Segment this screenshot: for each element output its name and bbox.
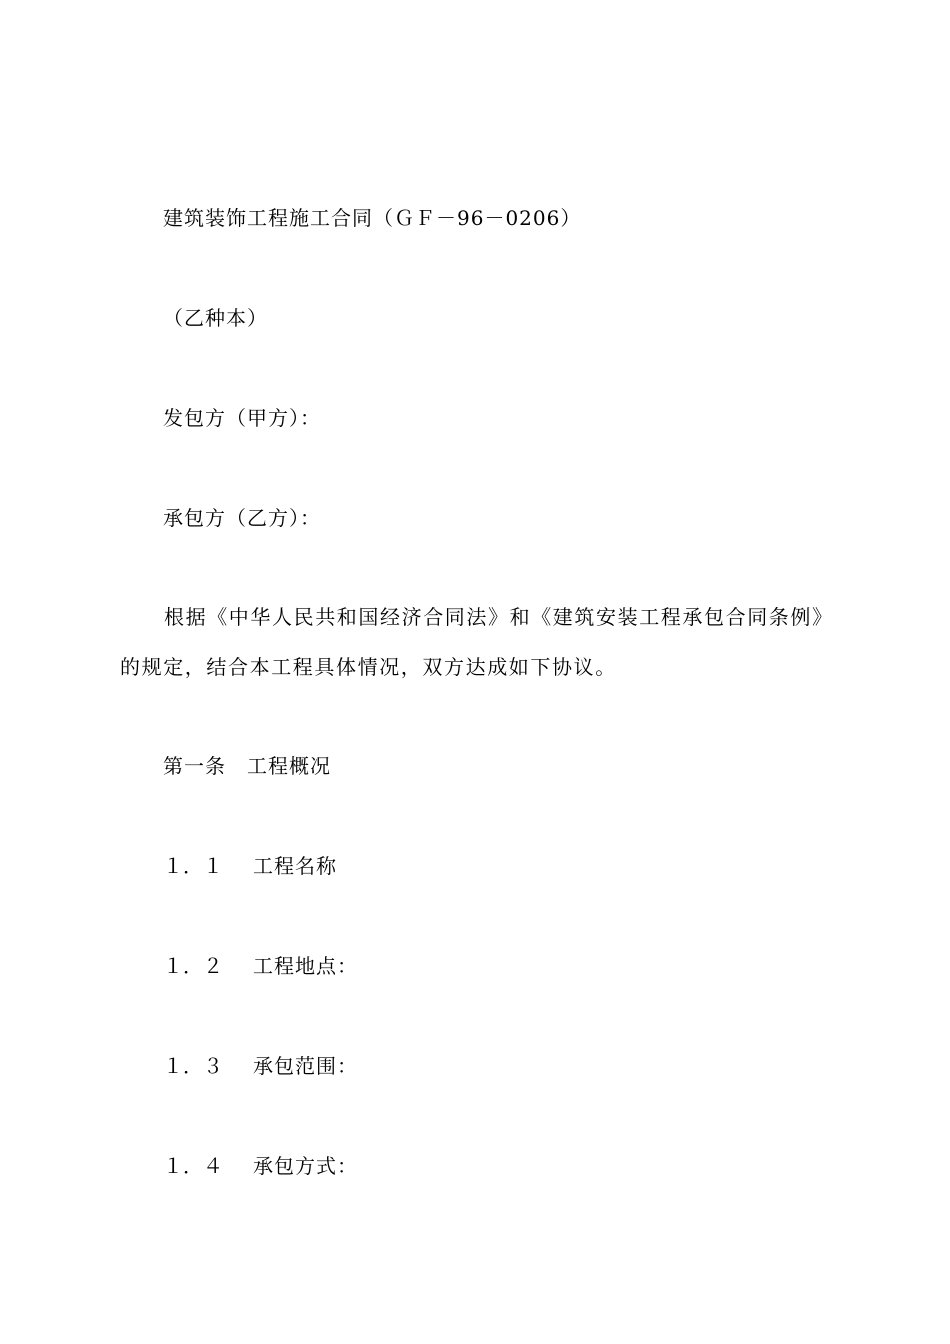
- item-label: 承包方式：: [253, 1154, 358, 1178]
- item-number: １．２: [163, 954, 223, 978]
- item-1-2: [163, 954, 358, 978]
- item-number: １．４: [163, 1154, 223, 1178]
- item-number: １．３: [163, 1054, 223, 1078]
- item-1-3: [163, 1054, 358, 1078]
- edition-label: （乙种本）: [163, 306, 268, 330]
- item-1-1: [163, 854, 337, 878]
- item-number: １．１: [163, 854, 223, 878]
- item-label: 承包范围：: [253, 1054, 358, 1078]
- item-label: 工程名称: [253, 854, 337, 878]
- contract-title: 建筑装饰工程施工合同（ＧＦ－96－0206）: [163, 206, 582, 230]
- party-b-line: 承包方（乙方）：: [163, 506, 321, 530]
- article-1-heading: 第一条 工程概况: [163, 754, 331, 778]
- preamble-paragraph: 根据《中华人民共和国经济合同法》和《建筑安装工程承包合同条例》的规定，结合本工程具体情况，双方达成如下协议。: [120, 605, 834, 679]
- party-a-line: 发包方（甲方）：: [163, 406, 321, 430]
- item-1-4: [163, 1154, 358, 1178]
- item-label: 工程地点：: [253, 954, 358, 978]
